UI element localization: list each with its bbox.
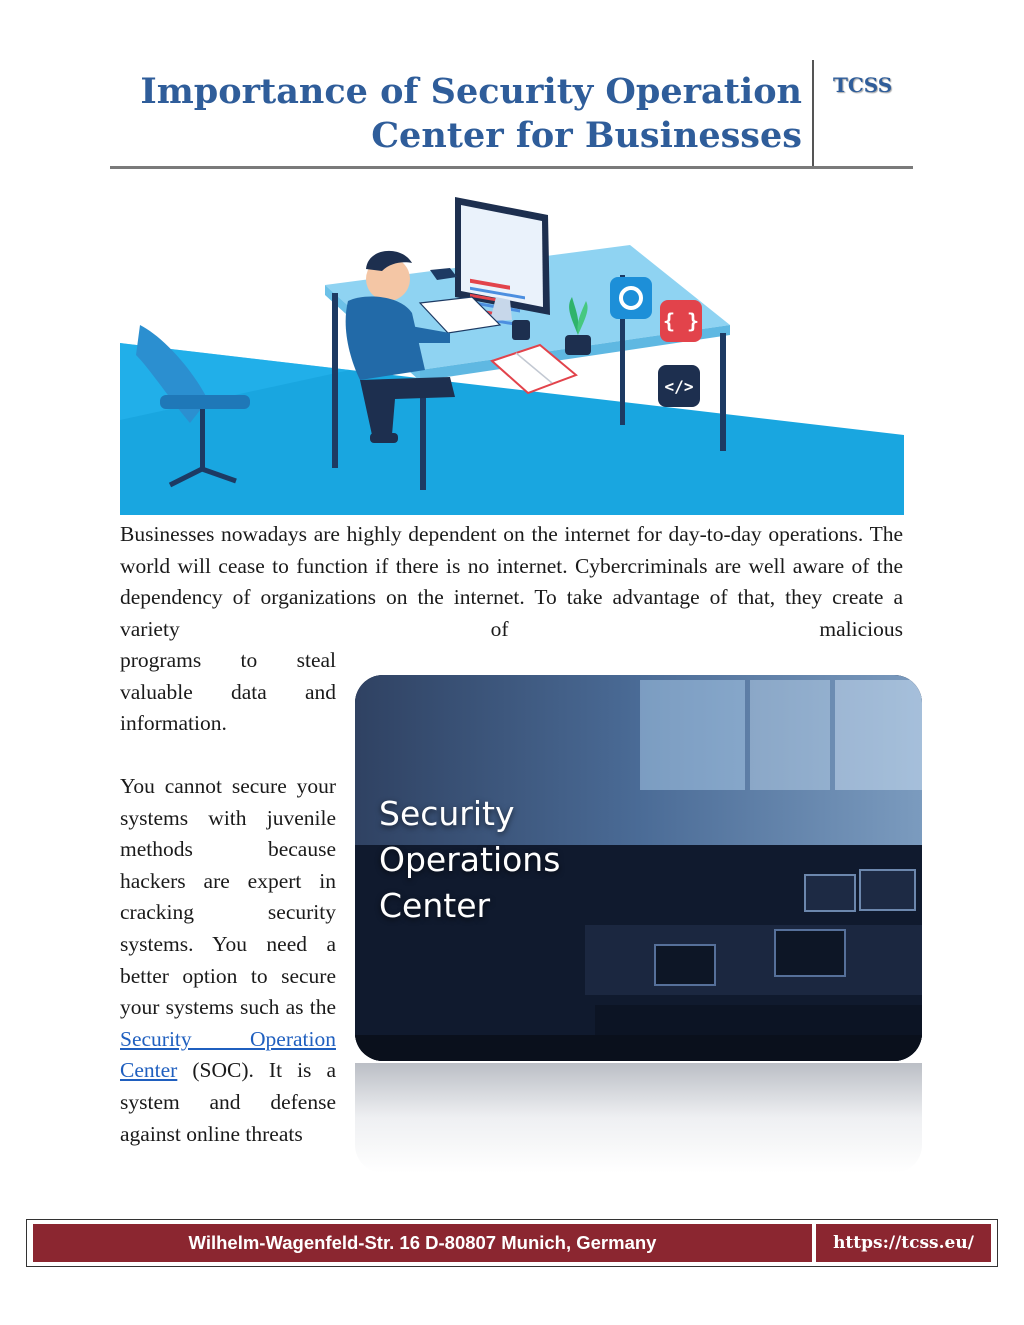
paragraph-soc-lead: You cannot secure your systems with juvenile methods because hackers are expert in cracking security systems. You need a better option to secure your systems such as the <box>120 774 336 1020</box>
soc-caption-line-1: Security <box>379 794 515 833</box>
footer-website-link[interactable]: https://tcss.eu/ <box>816 1224 991 1262</box>
page-title <box>110 70 802 158</box>
brand-logo: TCSS <box>833 73 893 97</box>
page-title-line-2: Center for Businesses <box>371 115 802 156</box>
paragraph-intro: Businesses nowadays are highly dependent on the internet for day-to-day operations. The world will cease to function if there is no internet. Cybercriminals are well aware of the dependency of organizations on the internet. To take advantage of that, they create a variety of malicious <box>120 522 903 641</box>
hero-illustration-svg <box>120 185 904 515</box>
footer-address: Wilhelm-Wagenfeld-Str. 16 D-80807 Munich, Germany <box>33 1224 812 1262</box>
soc-link[interactable]: Security Operation Center <box>120 1026 336 1083</box>
paragraph-soc <box>120 771 336 1150</box>
braces-icon: { } <box>662 309 700 333</box>
soc-photo-reflection <box>355 1063 922 1173</box>
header-divider-vertical <box>812 60 814 166</box>
soc-photo-caption <box>379 791 560 929</box>
page-title-line-1: Importance of Security Operation <box>140 71 802 112</box>
paragraph-intro-tail: programs to steal valuable data and information. <box>120 648 336 736</box>
soc-photo <box>355 675 922 1061</box>
soc-caption-line-3: Center <box>379 886 491 925</box>
paragraph-soc-trail: (SOC). It is a system and defense against online threats <box>120 1058 336 1146</box>
hero-illustration <box>120 185 904 515</box>
code-icon: </> <box>664 377 694 396</box>
header-divider-horizontal <box>110 166 913 169</box>
soc-caption-line-2: Operations <box>379 840 561 879</box>
